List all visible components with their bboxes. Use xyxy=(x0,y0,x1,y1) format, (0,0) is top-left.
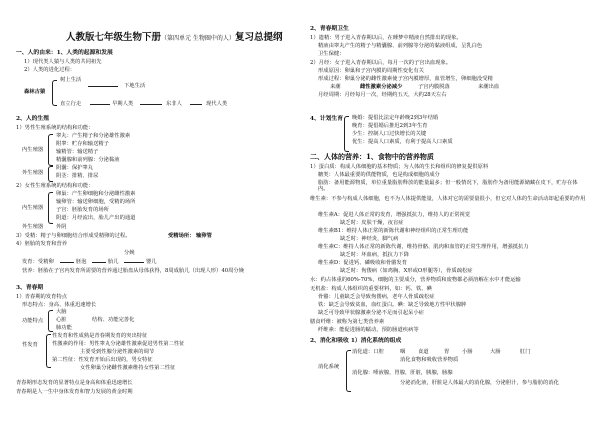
food-sugar: 糖类：人体最重要的供能物质，也是构成细胞的成分 xyxy=(318,172,440,178)
dev-arrow-1 xyxy=(60,262,74,263)
tree-early-human: 早期人类 xyxy=(112,101,134,107)
puberty-function-label: 功能特点 xyxy=(22,318,44,324)
fiber-note: 纤维素：能促进肠的蠕动，预防肠道疾病等 xyxy=(318,327,419,333)
mineral-iodine: 缺乏可导致甲状腺激素分泌不足而引起呆小症 xyxy=(318,310,424,316)
dev-arrow-2 xyxy=(92,262,106,263)
vit-d: 维生素D：促进钙、磷吸收和骨骼发育 xyxy=(318,260,407,266)
plan-late-birth: 晚育：提倡婚后推迟2到3年生育 xyxy=(352,123,428,129)
dev-baby: 婴儿 xyxy=(146,259,157,265)
female-vagina: 阴道：月经流出，胎儿产出的通道 xyxy=(56,215,136,221)
puberty-end-2: 青春期是人一生中身体发育和智力发展的黄金时期 xyxy=(16,389,133,395)
plan-fewer: 少生：控制人口过快增长的关键 xyxy=(352,131,427,137)
puberty-features: 1）青春期的发育特点 xyxy=(16,294,68,300)
female-heading: 2）女性生殖系统的结构和功能： xyxy=(16,183,94,189)
digest-heading: 2、消化和吸收 1）消化系统的组成 xyxy=(310,338,402,344)
vit-d-lack: 缺乏时：佝偻病（如鸡胸、X形或O形腿等），骨质疏松症 xyxy=(340,268,473,274)
hyg-care: 卫生保健： xyxy=(318,51,345,57)
male-scrotum: 阴囊：保护睾丸 xyxy=(56,165,94,171)
tract-small-intestine: 小肠 xyxy=(462,349,473,355)
hyg-menses: 2）月经：女子进入青春期以后，每月一次的子宫出血现象。 xyxy=(310,60,452,66)
hyg-bleed: 来潮出血 xyxy=(478,84,500,90)
hyg-emission: 1）遗精：男子进入青春期以后，在睡梦中精液自然排出的现象。 xyxy=(310,35,462,41)
puberty-hygiene-heading: 2、青春期卫生 xyxy=(310,26,349,32)
document-title xyxy=(66,32,282,44)
male-epididymis: 附睾：贮存和输送精子 xyxy=(56,141,109,147)
vit-b1-lack: 缺乏时：神经炎，脚气病 xyxy=(340,236,399,242)
male-inner-brace xyxy=(48,134,53,166)
hyg-lining-shed: 子宫内膜脱落 xyxy=(418,84,450,90)
male-penis: 阴茎：排精、排尿 xyxy=(56,173,99,179)
tract-esophagus: 食道 xyxy=(418,349,429,355)
tree-branch-up: 树上生活 xyxy=(60,77,82,83)
tract-large-intestine: 大肠 xyxy=(490,349,501,355)
tree-modern-human: 现代人类 xyxy=(206,101,228,107)
hyg-estrogen-drop: 雌性激素分泌减少 xyxy=(360,84,403,90)
sex-male: 性激素的作用：男性睾丸分泌雄性激素促进男性第二性征 xyxy=(52,341,185,347)
repro-heading: 2、人的生殖 xyxy=(16,116,50,122)
male-outer-label: 外生殖器 xyxy=(22,170,44,176)
title-main: 人教版七年级生物下册 xyxy=(66,32,162,43)
food-vitamin: 维生素：不参与构成人体细胞，也不为人体提供能量，人体对它的需要量很小，但它对人体的生命活动却起重要的作用 xyxy=(310,196,586,202)
func-brain: 大脑 xyxy=(56,309,67,315)
fertilization: 3）受精：精子与卵细胞结合形成受精卵的过程。 xyxy=(16,233,131,239)
dev-fetus: 胎儿 xyxy=(108,259,119,265)
male-outer-brace xyxy=(48,166,53,182)
plan-quality: 优生：提高人口素质，有利于提高人口素质 xyxy=(352,139,453,145)
puberty-heading: 3、青春期 xyxy=(16,285,44,291)
female-outer: 外生殖器 xyxy=(22,224,44,230)
sex-dev-a: 性发育和性成熟是青春期发育的突出特征 xyxy=(52,333,148,339)
female-tube: 输卵管：输送卵细胞，受精的场所 xyxy=(56,199,136,205)
tree-brace xyxy=(52,80,57,106)
ch1-heading: 一、人的由来：1、人类的起源和发展 xyxy=(16,50,113,56)
childbirth-label: 分娩 xyxy=(124,250,135,256)
tree-forest-ape: 森林古猿 xyxy=(24,89,46,95)
dev-blastocyst: 胚泡 xyxy=(76,259,87,265)
food-water: 水：约占体重的60%-70%，细胞的主要成分，营养物质和废物都必须溶解在水中才能运输 xyxy=(310,277,521,283)
sex-female: 女性卵巢分泌雌性激素维持女性第二性征 xyxy=(80,365,176,371)
sex-dev-b: 主要受到性腺分泌性激素的调节 xyxy=(80,349,155,355)
digest-system-label: 消化系统 xyxy=(318,364,340,370)
func-heart: 心脏 xyxy=(56,317,67,323)
embryo-heading: 4）胚胎的发育和营养 xyxy=(16,241,68,247)
tree-branch-down: 下地生活 xyxy=(124,83,146,89)
female-inner-label: 内生殖器 xyxy=(22,205,44,211)
hyg-menses-cause: 形成原因：卵巢和子宫内膜的周期性变化有关 xyxy=(318,68,424,74)
vit-b1: 维生素B1：维持人体正常的新陈代谢和神经组织的正常生理功能 xyxy=(318,228,469,234)
male-vas: 输精管：输送精子 xyxy=(56,149,99,155)
tract-anus: 肛门 xyxy=(520,349,531,355)
sex-dev-label: 性发育 xyxy=(22,342,38,348)
func-lung: 肺功能 xyxy=(56,325,72,331)
female-ovary: 卵巢：产生卵细胞和分泌雌性激素 xyxy=(56,191,136,197)
tract-pharynx: 咽 xyxy=(400,349,406,355)
title-sub: （第四单元 生物圈中的人） xyxy=(161,35,235,42)
ch2-heading: 二、人体的营养：1、食物中的营养物质 xyxy=(310,152,434,161)
male-testis: 睾丸：产生精子和分泌雄性激素 xyxy=(56,133,131,139)
sex-second: 第二性征：性发育开始后出现的，男女特征 xyxy=(52,357,153,363)
food-mineral: 无机盐：构成人体组织的重要材料，如：钙、铁、碘 xyxy=(310,286,432,292)
dev-arrow-3 xyxy=(124,262,144,263)
male-gland: 精囊腺和前列腺：分泌黏液 xyxy=(56,157,120,163)
title-tail: 复习总提纲 xyxy=(234,32,283,43)
tree-arrow-3 xyxy=(140,104,162,105)
female-vulva: 外阴 xyxy=(56,224,67,230)
food-fat: 脂肪：备用能源物质，单位重量脂肪释放的能量最多；但一般情况下，脂肪作为备用能源储藏在皮下，贮存在体内。 xyxy=(318,180,578,192)
tract-label: 消化道：口腔 xyxy=(352,349,384,355)
dev-nutrition: 营养：胚胎在子宫内发育所需要的营养通过胎盘从母体获得，8周成胎儿（出现人形）40周分娩 xyxy=(22,268,244,274)
female-inner-brace xyxy=(48,192,53,224)
food-protein: 1）蛋白质：构成人体细胞的基本物质；为人体的生长和组织的修复提供原料 xyxy=(310,164,489,170)
sex-dev-brace xyxy=(46,334,51,368)
gland-note: 分泌消化液，肝脏是人体最大的消化腺，分泌胆汁，参与脂肪的消化 xyxy=(400,380,559,386)
mineral-bone: 骨骼：儿童缺乏会导致佝偻病，老年人骨质疏松症 xyxy=(318,294,435,300)
mineral-iron: 铁：缺乏会导致贫血，血红蛋白。碘：缺乏导致地方性甲状腺肿 xyxy=(318,302,467,308)
puberty-end: 青春期形态发育的显著特点是身高和体重迅速增长 xyxy=(16,380,133,386)
func-note: 结构、功能完善化 xyxy=(92,317,135,323)
vit-a: 维生素A：促进人体正常的发育，增强抵抗力，维持人的正常视觉 xyxy=(318,212,471,218)
vit-a-lack: 缺乏时：皮肤干燥，夜盲症 xyxy=(340,220,404,226)
hyg-menses-onset: 来潮 xyxy=(330,84,341,90)
tree-arrow-2 xyxy=(90,104,110,105)
hyg-menses-process: 形成过程：卵巢分泌的雌性激素使子宫内膜增厚，血管增生，卵细胞没受精 xyxy=(318,76,493,82)
ch1-item-2: 2）人类的进化过程： xyxy=(24,67,76,73)
plan-brace xyxy=(344,116,349,152)
puberty-function-brace xyxy=(48,310,53,332)
female-uterus: 子宫：胚胎发育的场所 xyxy=(56,207,109,213)
hyg-cycle: 月经周期：月经每月一次，经期约五天，大约28天左右 xyxy=(318,92,447,98)
fert-place: 输卵管 xyxy=(196,233,212,239)
vit-c-lack: 缺乏时：坏血病，抵抗力下降 xyxy=(340,252,409,258)
tree-east-african: 东非人 xyxy=(166,101,182,107)
tract-stomach: 胃 xyxy=(444,349,450,355)
hyg-emission-b: 精液由睾丸产生的精子与精囊腺、前列腺等分泌的黏液组成，呈乳白色 xyxy=(318,43,483,49)
fert-place-label: 受精场所： xyxy=(168,233,195,239)
gland-label: 消化腺：唾液腺，胃腺，肝脏，胰腺，肠腺 xyxy=(352,370,453,376)
puberty-shape: 形态特点：身高、体重迅速增长 xyxy=(22,302,97,308)
dev-zygote: 发育：受精卵 xyxy=(22,259,54,265)
male-inner-label: 内生殖器 xyxy=(22,147,44,153)
plan-heading: 4、计划生育 xyxy=(310,116,344,122)
food-fiber: 膳食纤维：被称为第七类营养素 xyxy=(310,319,385,325)
tree-arrow-4 xyxy=(190,104,202,105)
tract-note: 消化食物和吸收营养物质 xyxy=(400,357,459,363)
tree-walk: 直立行走 xyxy=(60,101,82,107)
repro-male-heading: 1）男性生殖系统的结构和功能： xyxy=(16,125,94,131)
vit-c: 维生素C：维持人体正常的新陈代谢，维持骨骼、肌肉和血管的正常生理作用，增强抵抗力 xyxy=(318,244,529,250)
digest-brace xyxy=(346,350,351,392)
plan-late-marriage: 晚婚：提倡比法定年龄晚2到3年结婚 xyxy=(352,115,439,121)
tree-arrow-1 xyxy=(88,86,118,87)
ch1-item-1: 1）现代类人猿与人类的共同祖先 xyxy=(24,59,102,65)
